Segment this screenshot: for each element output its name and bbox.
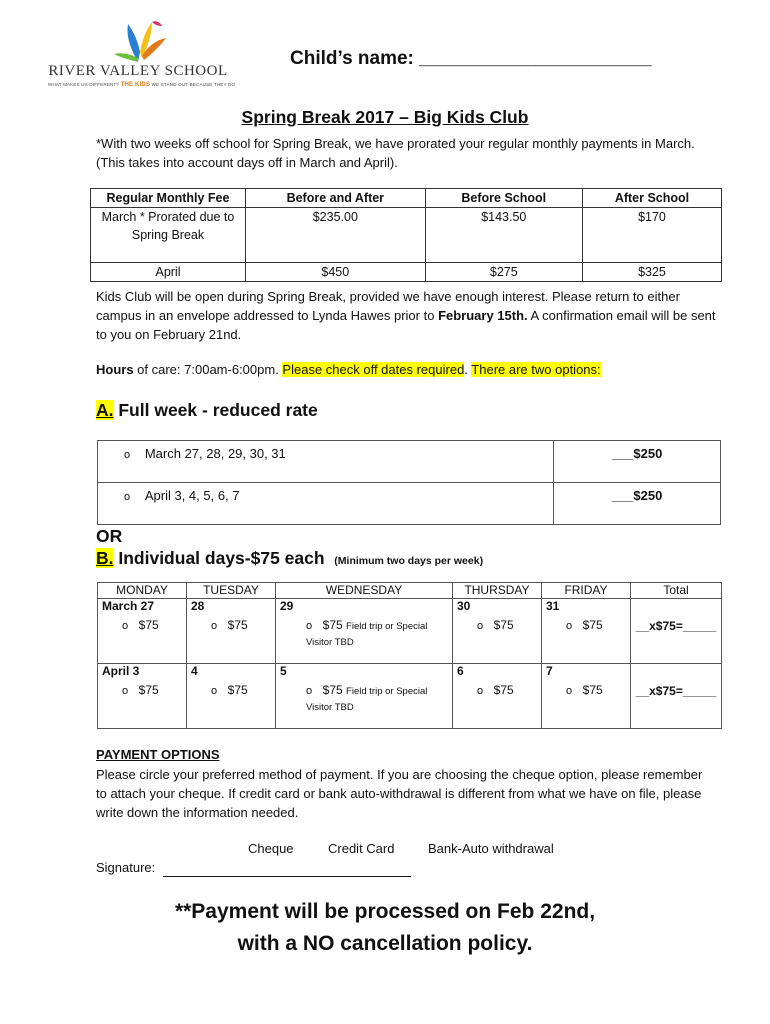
day-option[interactable]: o $75 (122, 683, 159, 697)
fee-cell: $235.00 (246, 208, 426, 263)
fee-header-before: Before School (425, 189, 582, 208)
day-option[interactable]: o $75 Field trip or Special Visitor TBD (306, 683, 428, 713)
day-cell: 5 o $75 Field trip or Special Visitor TBD (276, 664, 453, 729)
day-option[interactable]: o $75 (122, 618, 159, 632)
days-header-row (98, 583, 722, 599)
or-label: OR (96, 526, 123, 546)
highlight-two-options: There are two options: (471, 362, 601, 377)
bird-logo-icon (108, 18, 172, 64)
school-logo (48, 18, 236, 98)
checkbox-icon[interactable]: o (306, 620, 313, 632)
days-row-week1 (98, 599, 722, 664)
school-name: RIVER VALLEY SCHOOL (48, 63, 228, 79)
total-field[interactable]: __x$75=_____ (635, 684, 717, 698)
checkbox-icon[interactable]: o (211, 685, 218, 697)
day-option[interactable]: o $75 (566, 683, 603, 697)
field-trip-note: Field trip or Special Visitor TBD (306, 621, 428, 648)
day-cell: 6 o $75 (453, 664, 542, 729)
checkbox-icon[interactable]: o (124, 491, 131, 503)
day-cell: April 3 o $75 (98, 664, 187, 729)
fee-table-header-row (91, 189, 722, 208)
day-option[interactable]: o $75 (477, 618, 514, 632)
checkbox-icon[interactable]: o (477, 620, 484, 632)
day-cell: March 27 o $75 (98, 599, 187, 664)
day-cell: 28 o $75 (187, 599, 276, 664)
payment-method-bank-auto[interactable]: Bank-Auto withdrawal (428, 841, 554, 856)
payment-instructions: Please circle your preferred method of payment. If you are choosing the cheque option, please remember to attach your cheque. If credit card or bank auto-withdrawal is different from what we have on file, please write down the information needed. (96, 767, 703, 820)
checkbox-icon[interactable]: o (122, 685, 129, 697)
checkbox-icon[interactable]: o (306, 685, 313, 697)
checkbox-icon[interactable]: o (566, 685, 573, 697)
fee-header-after: After School (582, 189, 721, 208)
week-option-price[interactable]: ___$250 (554, 441, 721, 483)
full-week-table (97, 440, 721, 525)
child-name-field[interactable]: Child’s name: ______________________ (290, 48, 652, 69)
individual-days-table (97, 582, 722, 729)
section-a-heading: A. Full week - reduced rate (96, 400, 318, 420)
payment-method-credit-card[interactable]: Credit Card (328, 841, 395, 856)
highlight-check-dates: Please check off dates required (282, 362, 465, 377)
final-notice-line1: **Payment will be processed on Feb 22nd, (174, 900, 596, 923)
day-header: TUESDAY (187, 583, 276, 599)
week-option-march[interactable] (98, 441, 721, 483)
day-cell: 4 o $75 (187, 664, 276, 729)
day-header: FRIDAY (542, 583, 631, 599)
day-cell: 30 o $75 (453, 599, 542, 664)
day-cell: 31 o $75 (542, 599, 631, 664)
total-field[interactable]: __x$75=_____ (635, 619, 717, 633)
fee-cell: $275 (425, 263, 582, 282)
fee-cell: $170 (582, 208, 721, 263)
total-cell[interactable] (631, 599, 722, 664)
days-row-week2 (98, 664, 722, 729)
club-info-paragraph: Kids Club will be open during Spring Break, provided we have enough interest. Please return to either campus in an envelope addressed to Lynda Hawes prior to February 15th. A confirmation email will be sent to you on February 21nd. (96, 289, 716, 342)
signature-field[interactable] (163, 876, 411, 877)
day-option[interactable]: o $75 (211, 683, 248, 697)
payment-options-heading: PAYMENT OPTIONS (96, 747, 220, 762)
section-b-heading: B. Individual days-$75 each (Minimum two days per week) (96, 548, 484, 568)
week-option-april[interactable] (98, 483, 721, 525)
fee-header-before-after: Before and After (246, 189, 426, 208)
hours-line: Hours of care: 7:00am-6:00pm. Please check off dates required. There are two options: (96, 362, 601, 377)
fee-header-regular: Regular Monthly Fee (91, 189, 246, 208)
day-header: WEDNESDAY (276, 583, 453, 599)
fee-cell: $143.50 (425, 208, 582, 263)
checkbox-icon[interactable]: o (122, 620, 129, 632)
checkbox-icon[interactable]: o (211, 620, 218, 632)
day-header: MONDAY (98, 583, 187, 599)
total-cell[interactable] (631, 664, 722, 729)
payment-method-cheque[interactable]: Cheque (248, 841, 294, 856)
fee-row-march (91, 208, 722, 263)
checkbox-icon[interactable]: o (124, 449, 131, 461)
week-option-label: o March 27, 28, 29, 30, 31 (98, 441, 554, 483)
signature-label: Signature: (96, 860, 156, 875)
day-option[interactable]: o $75 Field trip or Special Visitor TBD (306, 618, 428, 648)
checkbox-icon[interactable]: o (477, 685, 484, 697)
deadline-date: February 15th. (438, 308, 528, 323)
fee-row-april (91, 263, 722, 282)
final-notice-line2: with a NO cancellation policy. (237, 932, 533, 955)
checkbox-icon[interactable]: o (566, 620, 573, 632)
school-tagline: WHAT MAKES US DIFFERENT? THE KIDS WE STAND OUT BECAUSE THEY DO (48, 82, 236, 88)
page-title: Spring Break 2017 – Big Kids Club (241, 107, 529, 127)
day-header: THURSDAY (453, 583, 542, 599)
day-option[interactable]: o $75 (211, 618, 248, 632)
day-header: Total (631, 583, 722, 599)
week-option-price[interactable]: ___$250 (554, 483, 721, 525)
day-option[interactable]: o $75 (566, 618, 603, 632)
fee-cell: $325 (582, 263, 721, 282)
day-option[interactable]: o $75 (477, 683, 514, 697)
week-option-label: o April 3, 4, 5, 6, 7 (98, 483, 554, 525)
day-cell: 7 o $75 (542, 664, 631, 729)
fee-table (90, 188, 722, 282)
day-cell: 29 o $75 Field trip or Special Visitor TBD (276, 599, 453, 664)
fee-cell: March * Prorated due to Spring Break (91, 208, 246, 263)
fee-cell: April (91, 263, 246, 282)
field-trip-note: Field trip or Special Visitor TBD (306, 686, 428, 713)
fee-cell: $450 (246, 263, 426, 282)
intro-paragraph: *With two weeks off school for Spring Break, we have prorated your regular monthly payments in March. (This takes into account days off in March and April). (96, 136, 695, 170)
